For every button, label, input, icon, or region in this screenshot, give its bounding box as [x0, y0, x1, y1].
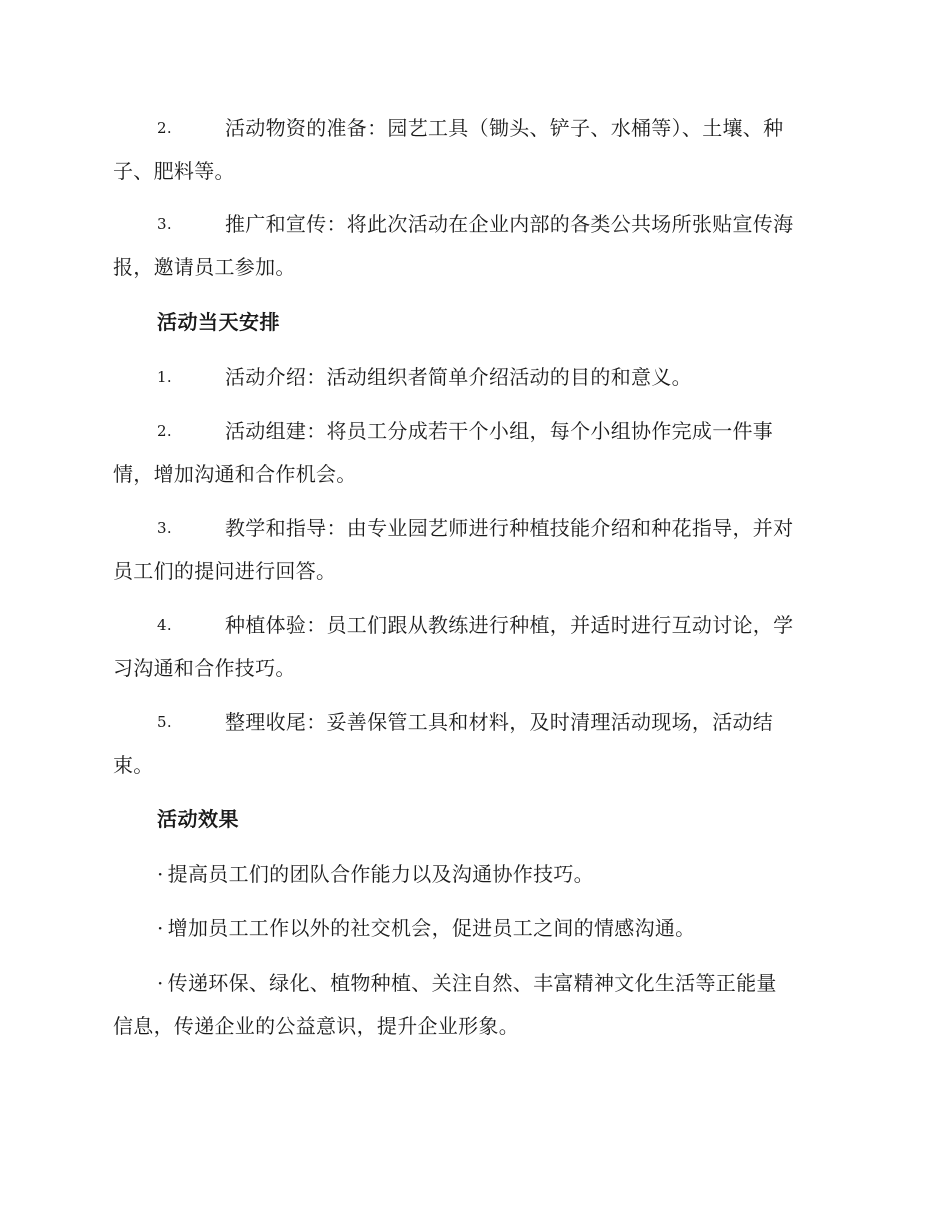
item-text: 活动物资的准备：园艺工具（锄头、铲子、水桶等）、土壤、种	[225, 116, 784, 140]
list-item	[113, 604, 835, 690]
item-text: 推广和宣传：将此次活动在企业内部的各类公共场所张贴宣传海	[225, 212, 794, 236]
list-item	[113, 356, 835, 399]
item-number: 2.	[157, 422, 172, 440]
item-text-continued: 束。	[113, 753, 154, 777]
section-heading: 活动当天安排	[157, 310, 280, 334]
item-text: 教学和指导：由专业园艺师进行种植技能介绍和种花指导，并对	[225, 516, 794, 540]
item-text-continued: 报，邀请员工参加。	[113, 255, 296, 279]
bullet-item	[113, 853, 835, 896]
item-number: 4.	[157, 616, 172, 634]
item-text: 整理收尾：妥善保管工具和材料，及时清理活动现场，活动结	[225, 710, 774, 734]
bullet-mark: ·	[157, 971, 164, 995]
item-text-continued: 员工们的提问进行回答。	[113, 559, 337, 583]
item-number: 2.	[157, 119, 172, 137]
list-item	[113, 507, 835, 593]
item-text-continued: 情，增加沟通和合作机会。	[113, 462, 357, 486]
bullet-text: 提高员工们的团队合作能力以及沟通协作技巧。	[167, 862, 594, 886]
item-text-continued: 习沟通和合作技巧。	[113, 656, 296, 680]
item-number: 3.	[157, 519, 172, 537]
bullet-text-continued: 信息，传递企业的公益意识，提升企业形象。	[113, 1014, 519, 1038]
bullet-mark: ·	[157, 862, 164, 886]
item-number: 5.	[157, 713, 172, 731]
bullet-item	[113, 962, 835, 1048]
item-number: 1.	[157, 368, 172, 386]
list-item	[113, 107, 835, 193]
item-text: 活动组建：将员工分成若干个小组，每个小组协作完成一件事	[225, 419, 774, 443]
item-text: 种植体验：员工们跟从教练进行种植，并适时进行互动讨论，学	[225, 613, 794, 637]
bullet-text: 传递环保、绿化、植物种植、关注自然、丰富精神文化生活等正能量	[167, 971, 777, 995]
item-text: 活动介绍：活动组织者简单介绍活动的目的和意义。	[225, 365, 692, 389]
list-item	[113, 701, 835, 787]
list-item	[113, 203, 835, 289]
item-number: 3.	[157, 215, 172, 233]
bullet-text: 增加员工工作以外的社交机会，促进员工之间的情感沟通。	[167, 916, 696, 940]
list-item	[113, 410, 835, 496]
bullet-item	[113, 907, 835, 950]
bullet-mark: ·	[157, 916, 164, 940]
section-heading: 活动效果	[157, 807, 239, 831]
item-text-continued: 子、肥料等。	[113, 159, 235, 183]
